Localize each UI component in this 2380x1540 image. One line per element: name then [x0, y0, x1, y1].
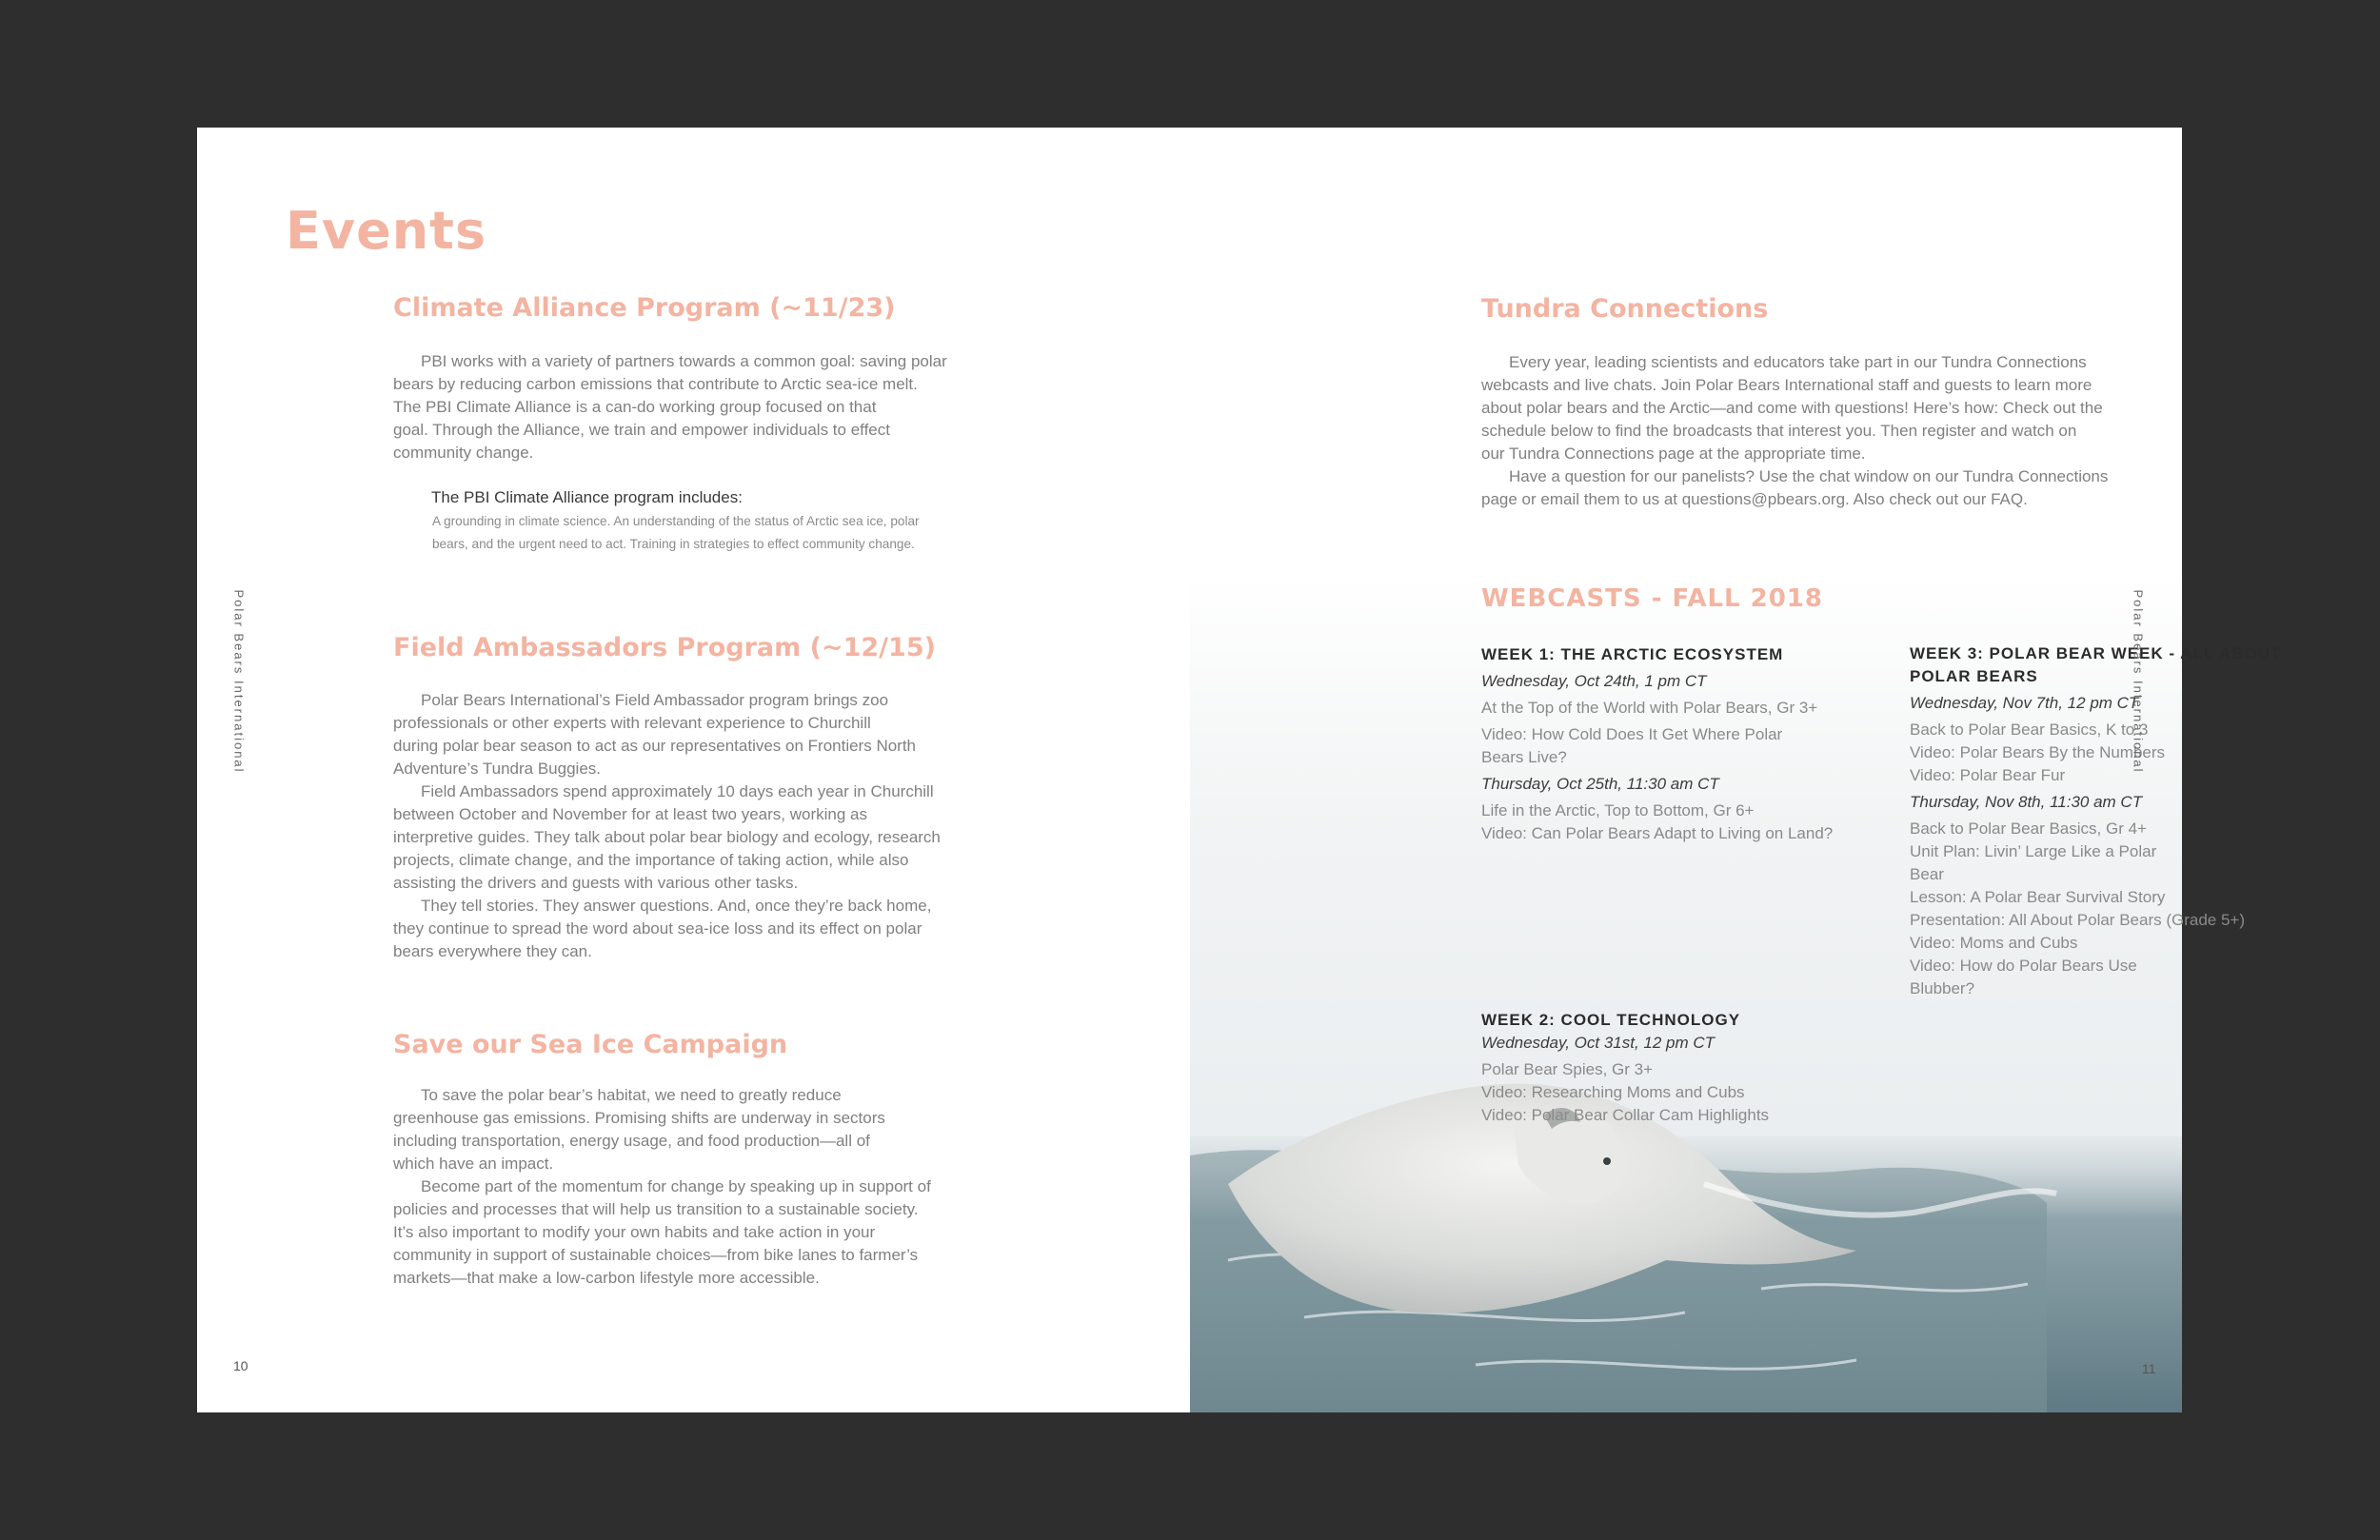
seaice-line: community in support of sustainable choices—from bike lanes to farmer’s	[393, 1246, 919, 1264]
seaice-title: Save our Sea Ice Campaign	[393, 1030, 788, 1059]
field-line: during polar bear season to act as our representatives on Frontiers North	[393, 737, 917, 755]
seaice-line: markets—that make a low-carbon lifestyle more accessible.	[393, 1269, 820, 1287]
tundra-line: page or email them to us at questions@pbears.org. Also check out our FAQ.	[1481, 490, 2028, 508]
week3-item: Video: Moms and Cubs	[1910, 934, 2078, 952]
left-page	[197, 128, 1190, 1412]
climate-line: community change.	[393, 444, 534, 462]
tundra-line: schedule below to find the broadcasts that interest you. Then register and watch on	[1481, 422, 2077, 440]
week2-date1: Wednesday, Oct 31st, 12 pm CT	[1481, 1034, 1716, 1052]
week3-item: Video: Polar Bears By the Numbers	[1910, 743, 2166, 761]
week1-date2: Thursday, Oct 25th, 11:30 am CT	[1481, 775, 1719, 793]
field-line: bears everywhere they can.	[393, 942, 592, 960]
climate-line: The PBI Climate Alliance is a can-do working group focused on that	[393, 398, 877, 416]
week2-item: Video: Researching Moms and Cubs	[1481, 1083, 1745, 1101]
field-line: interpretive guides. They talk about polar bear biology and ecology, research	[393, 828, 941, 846]
tundra-line: about polar bears and the Arctic—and come with questions! Here’s how: Check out the	[1481, 399, 2103, 417]
week2-heading: WEEK 2: COOL TECHNOLOGY	[1481, 1011, 1741, 1029]
week3-date1: Wednesday, Nov 7th, 12 pm CT	[1910, 694, 2139, 712]
includes-line: bears, and the urgent need to act. Training in strategies to effect community change.	[432, 537, 915, 551]
week1-heading: WEEK 1: THE ARCTIC ECOSYSTEM	[1481, 645, 1784, 663]
field-line: assisting the drivers and guests with various other tasks.	[393, 874, 799, 892]
week1-column	[1481, 643, 1881, 845]
tundra-line: Every year, leading scientists and educators take part in our Tundra Connections	[1509, 353, 2087, 371]
bear-eye	[1603, 1157, 1611, 1165]
week3-item: Back to Polar Bear Basics, Gr 4+	[1910, 819, 2147, 838]
climate-body	[393, 350, 1002, 464]
seaice-line: To save the polar bear’s habitat, we need to greatly reduce	[421, 1086, 842, 1104]
seaice-line: policies and processes that will help us transition to a sustainable society.	[393, 1200, 919, 1218]
week3-heading: WEEK 3: POLAR BEAR WEEK - ALL ABOUT	[1910, 644, 2282, 662]
magazine-spread	[197, 128, 2282, 1412]
seaice-line: It’s also important to modify your own habits and take action in your	[393, 1223, 876, 1241]
climate-includes-heading: The PBI Climate Alliance program includes:	[431, 488, 743, 506]
week1-item: Video: Can Polar Bears Adapt to Living on Land?	[1481, 824, 1834, 842]
includes-line: A grounding in climate science. An understanding of the status of Arctic sea ice, polar	[432, 514, 920, 528]
week1-item: Video: How Cold Does It Get Where Polar	[1481, 725, 1783, 743]
field-body	[393, 689, 1012, 963]
field-line: projects, climate change, and the importance of taking action, while also	[393, 851, 909, 869]
week3-date2: Thursday, Nov 8th, 11:30 am CT	[1910, 793, 2143, 811]
seaice-body	[393, 1084, 1012, 1290]
tundra-line: webcasts and live chats. Join Polar Bears International staff and guests to learn more	[1481, 376, 2092, 394]
page-number-right: 11	[2142, 1361, 2156, 1376]
week2-item: Video: Polar Bear Collar Cam Highlights	[1481, 1106, 1770, 1124]
week3-item: Presentation: All About Polar Bears (Grade 5+)	[1910, 911, 2246, 929]
page-number-left: 10	[233, 1358, 248, 1373]
week3-heading-cont: POLAR BEARS	[1910, 667, 2038, 685]
week1-item: Bears Live?	[1481, 748, 1567, 766]
climate-title: Climate Alliance Program (~11/23)	[393, 293, 896, 323]
seaice-line: greenhouse gas emissions. Promising shifts are underway in sectors	[393, 1109, 885, 1127]
week1-item: Life in the Arctic, Top to Bottom, Gr 6+	[1481, 801, 1755, 819]
webcasts-title: WEBCASTS - FALL 2018	[1481, 584, 1823, 613]
week2-item: Polar Bear Spies, Gr 3+	[1481, 1060, 1654, 1078]
week1-item: At the Top of the World with Polar Bears, Gr 3+	[1481, 699, 1818, 717]
seaice-line: including transportation, energy usage, and food production—all of	[393, 1132, 870, 1150]
seaice-line: Become part of the momentum for change by speaking up in support of	[421, 1177, 931, 1195]
climate-includes-body	[432, 510, 1003, 556]
side-label-right: Polar Bears International	[2131, 589, 2146, 774]
tundra-title: Tundra Connections	[1481, 294, 1769, 324]
climate-line: PBI works with a variety of partners towards a common goal: saving polar	[421, 352, 947, 370]
field-line: Adventure’s Tundra Buggies.	[393, 760, 601, 778]
week2-column	[1481, 1009, 1881, 1127]
field-line: Polar Bears International’s Field Ambassador program brings zoo	[421, 691, 889, 709]
page-title: Events	[286, 201, 487, 261]
field-line: They tell stories. They answer questions. And, once they’re back home,	[421, 897, 932, 915]
tundra-body	[1481, 351, 2148, 511]
week3-item: Back to Polar Bear Basics, K to 3	[1910, 721, 2149, 739]
field-line: they continue to spread the word about sea-ice loss and its effect on polar	[393, 919, 922, 938]
right-page	[1190, 128, 2282, 1412]
tundra-line: Have a question for our panelists? Use the chat window on our Tundra Connections	[1509, 467, 2109, 485]
field-line: between October and November for at least two years, working as	[393, 805, 867, 823]
side-label-left: Polar Bears International	[231, 589, 247, 774]
climate-line: bears by reducing carbon emissions that contribute to Arctic sea-ice melt.	[393, 375, 918, 393]
field-line: Field Ambassadors spend approximately 10 days each year in Churchill	[421, 782, 934, 800]
week3-item: Video: Polar Bear Fur	[1910, 766, 2066, 784]
week3-item: Unit Plan: Livin’ Large Like a Polar Bear	[1910, 842, 2157, 883]
week3-item: Video: How do Polar Bears Use Blubber?	[1910, 957, 2137, 997]
climate-line: goal. Through the Alliance, we train and empower individuals to effect	[393, 421, 890, 439]
week1-date1: Wednesday, Oct 24th, 1 pm CT	[1481, 672, 1707, 690]
field-line: professionals or other experts with relevant experience to Churchill	[393, 714, 871, 732]
tundra-line: our Tundra Connections page at the appropriate time.	[1481, 444, 1866, 463]
field-title: Field Ambassadors Program (~12/15)	[393, 633, 936, 662]
week3-item: Lesson: A Polar Bear Survival Story	[1910, 888, 2166, 906]
seaice-line: which have an impact.	[393, 1155, 554, 1173]
